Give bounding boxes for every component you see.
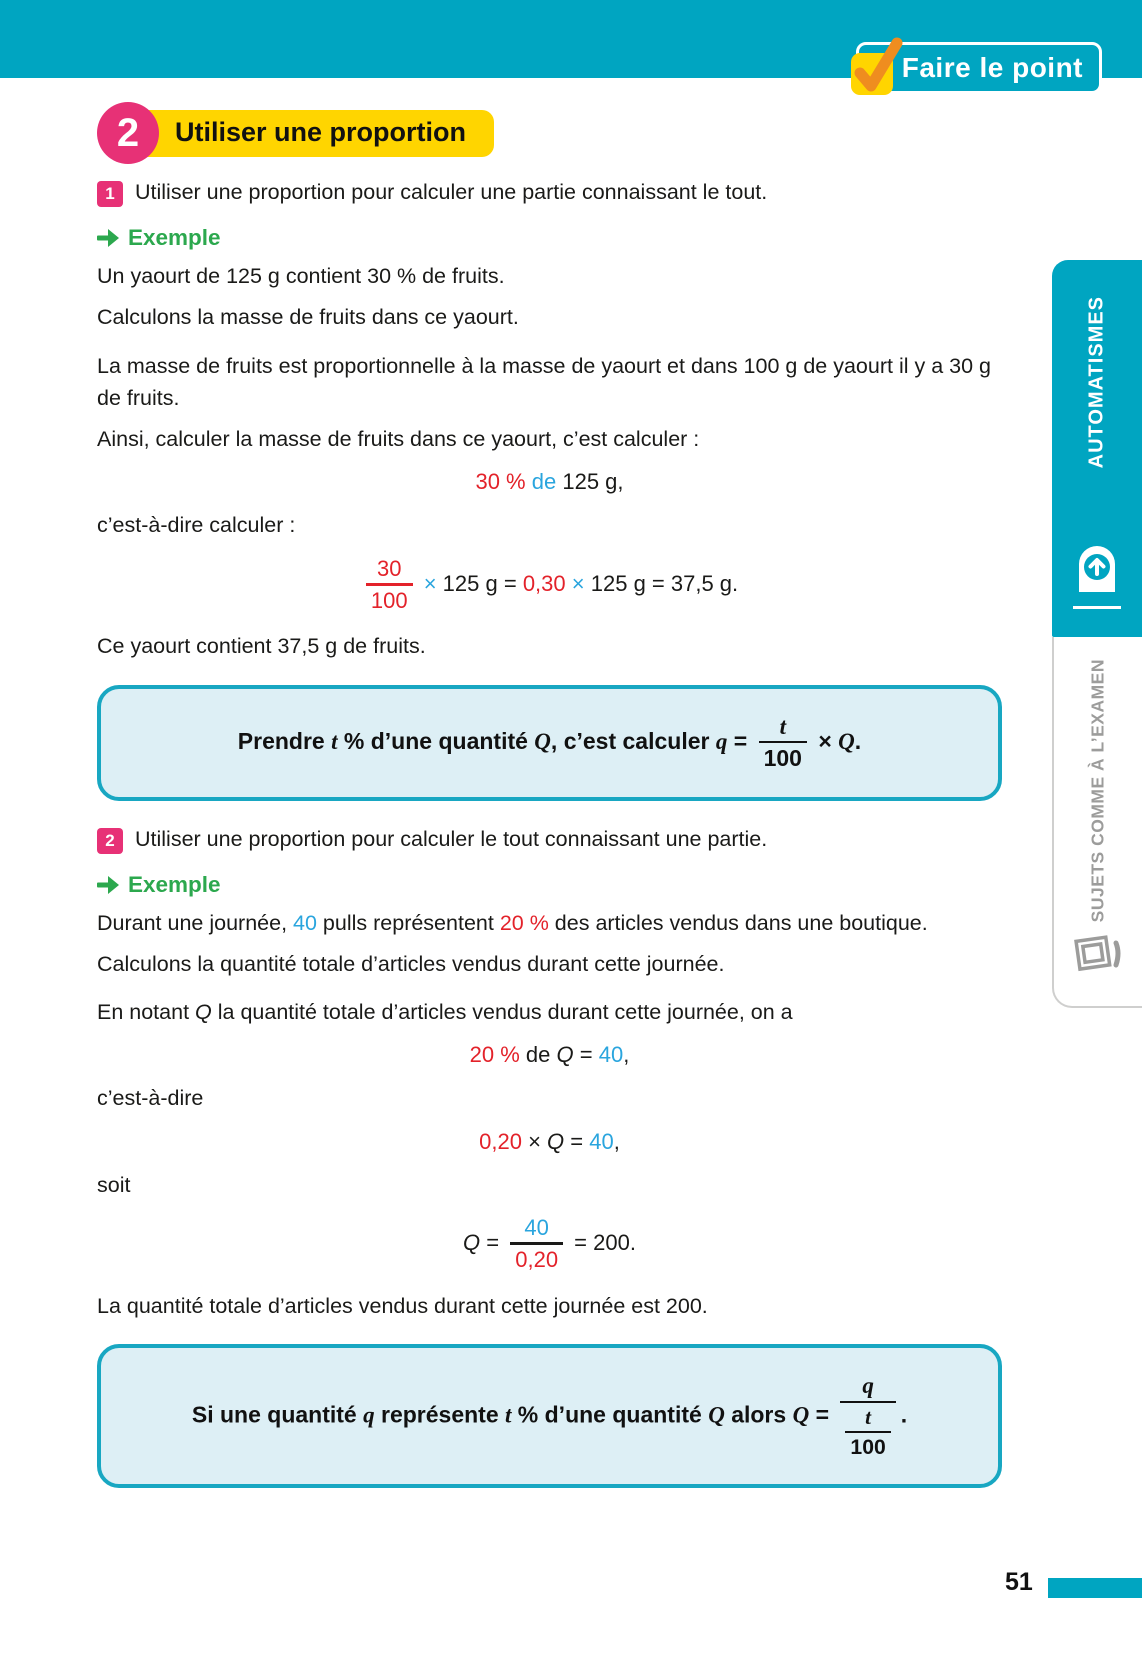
example-2-paragraph-3: soit: [97, 1172, 131, 1197]
section-heading: [97, 100, 1002, 166]
example-2-heading: [97, 872, 1002, 898]
example-2-conclusion: La quantité totale d’articles vendus durant cette journée est 200.: [97, 1293, 708, 1318]
point-1-row: [97, 180, 1002, 207]
up-arrow-arch-icon: [1075, 544, 1119, 599]
rule-2-text: Si une quantité q représente t % d’une quantité Q alors Q = $\frac{q}{\frac{t}{100}}$ .: [191, 1373, 908, 1459]
tab-automatismes-label: AUTOMATISMES: [1085, 296, 1108, 469]
right-arrow-icon: [97, 229, 119, 247]
rule-box-1: [97, 685, 1002, 801]
rule-1-text: Prendre t % d’une quantité Q, c’est calculer q = $\frac{t}{100}$ × Q.: [237, 713, 862, 772]
example-1-paragraph-3: c’est-à-dire calculer :: [97, 513, 296, 538]
example-1-sentence-2: Calculons la masse de fruits dans ce yaourt.: [97, 305, 519, 330]
sidebar-tab-sujets[interactable]: [1052, 637, 1142, 1008]
example-2-paragraph-1: En notant Q la quantité totale d’articles vendus durant cette journée, on a: [97, 1000, 793, 1025]
example-1-paragraph-2: Ainsi, calculer la masse de fruits dans ce yaourt, c’est calculer :: [97, 427, 700, 451]
exam-paper-icon: [1072, 931, 1124, 982]
point-2-row: [97, 827, 1002, 854]
right-arrow-icon: [97, 876, 119, 894]
example-2-paragraph-2: c’est-à-dire: [97, 1086, 204, 1111]
formula-fraction-calc: $\frac{30}{100}$ × 125 g = 0,30 × 125 g = 37,5 g.: [97, 556, 1002, 615]
faire-le-point-badge[interactable]: [856, 42, 1102, 94]
tab-sujets-label: SUJETS COMME À L’EXAMEN: [1087, 659, 1108, 923]
example-1-sentence-1: Un yaourt de 125 g contient 30 % de fruits.: [97, 264, 505, 288]
page-number: 51: [1005, 1568, 1033, 1596]
point-1-statement: Utiliser une proportion pour calculer une partie connaissant le tout.: [135, 180, 768, 204]
example-1-conclusion: Ce yaourt contient 37,5 g de fruits.: [97, 634, 426, 659]
point-2-number-badge: 2: [97, 828, 123, 854]
fraction-40-020: $\frac{40}{0,20}$: [510, 1215, 563, 1274]
rule-box-2: [97, 1344, 1002, 1488]
main-content: [97, 100, 1002, 1510]
point-1-number-badge: 1: [97, 181, 123, 207]
formula-30-percent: 30 % de 125 g,: [475, 469, 624, 495]
example-2-sentence-2: Calculons la quantité totale d’articles vendus durant cette journée.: [97, 951, 725, 976]
formula-20-percent: 20 % de Q = 40,: [469, 1042, 630, 1068]
footer-bar: [1048, 1578, 1142, 1598]
section-number-badge: 2: [97, 102, 159, 164]
example-1-label: Exemple: [128, 225, 221, 250]
page-title: Utiliser une proportion: [129, 110, 494, 157]
sidebar-tab-automatismes[interactable]: [1052, 260, 1142, 637]
point-2-statement: Utiliser une proportion pour calculer le tout connaissant une partie.: [135, 826, 768, 851]
example-2-label: Exemple: [128, 871, 221, 897]
formula-division: Q = $\frac{40}{0,20}$ = 200.: [463, 1214, 636, 1273]
fraction-t-100: $\frac{t}{100}$: [759, 713, 807, 773]
formula-multiplication: 0,20 × Q = 40,: [479, 1128, 620, 1154]
example-2-sentence-1: Durant une journée, 40 pulls représentent 20 % des articles vendus dans une boutique.: [97, 910, 928, 935]
example-1-paragraph-1: La masse de fruits est proportionnelle à la masse de yaourt et dans 100 g de yaourt il y a 30 g de fruits.: [97, 353, 991, 410]
check-icon: [847, 33, 903, 97]
example-1-heading: [97, 225, 1002, 251]
fraction-q-over-t-100: $\frac{q}{\frac{t}{100}}$: [840, 1372, 895, 1460]
tab-underline: [1073, 606, 1121, 609]
badge-label: Faire le point: [901, 52, 1083, 83]
fraction-30-100: $\frac{30}{100}$: [366, 556, 413, 615]
fraction-t-100-inner: $\frac{t}{100}$: [845, 1405, 890, 1461]
